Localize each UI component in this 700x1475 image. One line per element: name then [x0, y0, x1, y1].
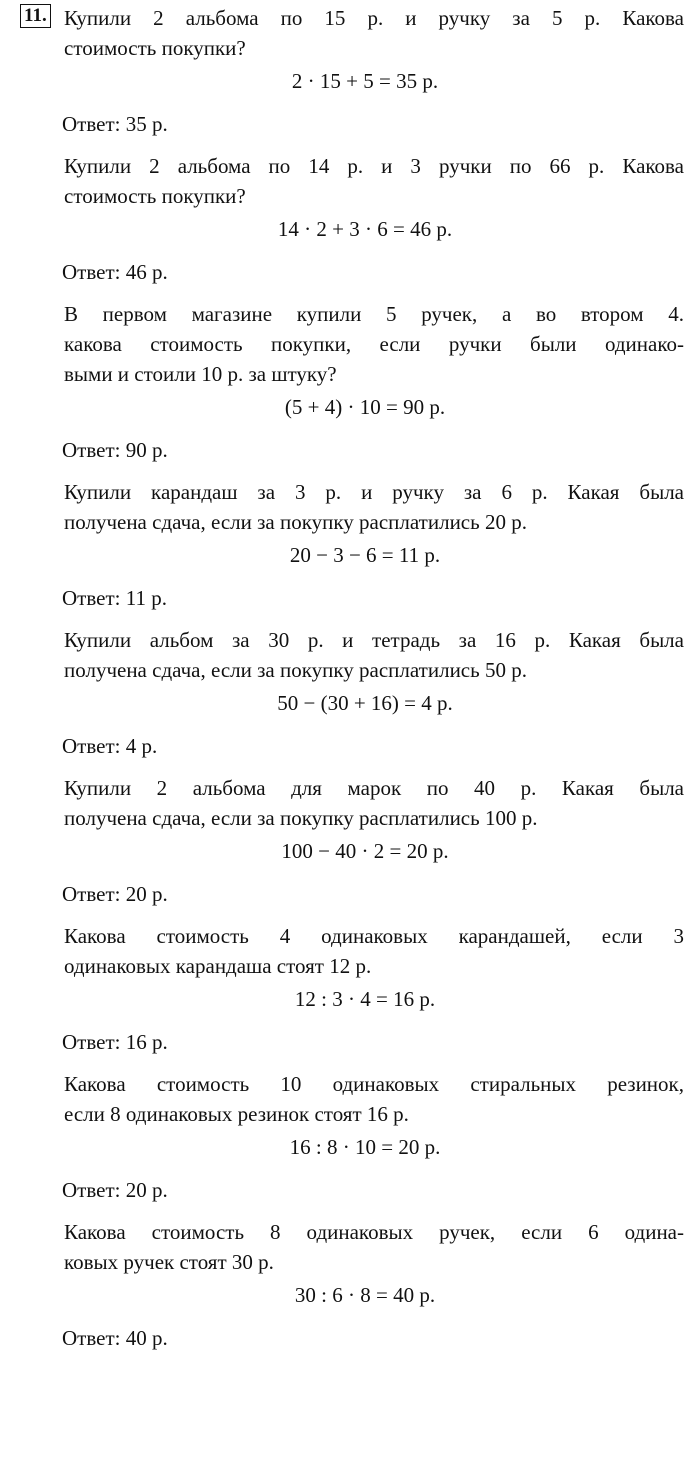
answer-line: Ответ: 40 р. [62, 1326, 168, 1350]
problem-block [0, 1217, 700, 1353]
solution-equation: 12 : 3 · 4 = 16 р. [294, 987, 436, 1011]
answer-line: Ответ: 11 р. [62, 586, 167, 610]
answer-line: Ответ: 20 р. [62, 882, 168, 906]
solution-equation: 20 − 3 − 6 = 11 р. [289, 543, 441, 567]
problem-text-line: какова стоимость покупки, если ручки были одинако- [64, 332, 684, 356]
solution-equation: 50 − (30 + 16) = 4 р. [277, 691, 453, 715]
problem-block [0, 477, 700, 613]
solution-equation: 100 − 40 · 2 = 20 р. [281, 839, 449, 863]
problem-number: 11. [20, 4, 51, 28]
solution-equation: 2 · 15 + 5 = 35 р. [291, 69, 439, 93]
problem-text-line: Купили карандаш за 3 р. и ручку за 6 р. Какая была [64, 480, 684, 504]
problem-text-line: Купили 2 альбома по 15 р. и ручку за 5 р. Какова [64, 6, 684, 30]
problem-text-line: ковых ручек стоят 30 р. [64, 1250, 274, 1274]
problem-block [0, 151, 700, 287]
document-body [0, 3, 700, 1353]
problem-block [0, 773, 700, 909]
problem-text-line: стоимость покупки? [64, 184, 246, 208]
problem-text-line: Какова стоимость 4 одинаковых карандашей, если 3 [64, 924, 684, 948]
problem-text-line: стоимость покупки? [64, 36, 246, 60]
problem-text-line: Купили альбом за 30 р. и тетрадь за 16 р. Какая была [64, 628, 684, 652]
solution-equation: (5 + 4) · 10 = 90 р. [284, 395, 446, 419]
problem-text-line: Купили 2 альбома для марок по 40 р. Какая была [64, 776, 684, 800]
answer-line: Ответ: 46 р. [62, 260, 168, 284]
problem-text-line: получена сдача, если за покупку расплатились 100 р. [64, 806, 538, 830]
answer-line: Ответ: 35 р. [62, 112, 168, 136]
solution-equation: 14 · 2 + 3 · 6 = 46 р. [277, 217, 453, 241]
problem-text-line: Какова стоимость 10 одинаковых стиральных резинок, [64, 1072, 684, 1096]
problem-text-line: если 8 одинаковых резинок стоят 16 р. [64, 1102, 409, 1126]
answer-line: Ответ: 4 р. [62, 734, 158, 758]
problem-text-line: получена сдача, если за покупку расплатились 20 р. [64, 510, 527, 534]
problem-text-line: выми и стоили 10 р. за штуку? [64, 362, 337, 386]
problem-block [0, 921, 700, 1057]
problem-text-line: Какова стоимость 8 одинаковых ручек, если 6 одина- [64, 1220, 684, 1244]
problem-block [0, 3, 700, 139]
solution-equation: 30 : 6 · 8 = 40 р. [294, 1283, 436, 1307]
answer-line: Ответ: 16 р. [62, 1030, 168, 1054]
problem-text-line: Купили 2 альбома по 14 р. и 3 ручки по 66 р. Какова [64, 154, 684, 178]
answer-line: Ответ: 90 р. [62, 438, 168, 462]
problem-block [0, 1069, 700, 1205]
solution-equation: 16 : 8 · 10 = 20 р. [289, 1135, 441, 1159]
problem-block [0, 299, 700, 465]
problem-block [0, 625, 700, 761]
answer-line: Ответ: 20 р. [62, 1178, 168, 1202]
problem-text-line: одинаковых карандаша стоят 12 р. [64, 954, 372, 978]
problem-text-line: В первом магазине купили 5 ручек, а во втором 4. [64, 302, 684, 326]
problem-text-line: получена сдача, если за покупку расплатились 50 р. [64, 658, 527, 682]
